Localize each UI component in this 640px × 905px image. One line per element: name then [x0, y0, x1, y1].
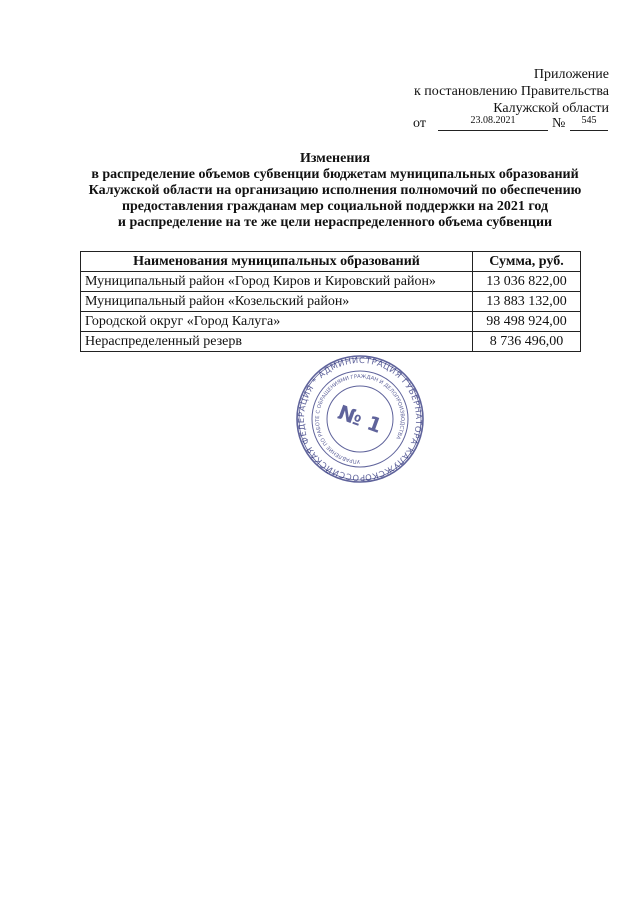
- municipality-name: Муниципальный район «Город Киров и Кировский район»: [81, 272, 473, 292]
- svg-text:№ 1: № 1: [334, 400, 386, 438]
- title-line-1: в распределение объемов субвенции бюджетам муниципальных образований: [91, 167, 579, 182]
- resolution-date: 23.08.2021: [438, 114, 548, 131]
- title-line-2: Калужской области на организацию исполнения полномочий по обеспечению: [88, 183, 582, 198]
- table-row: [81, 312, 581, 332]
- amount-cell: 8 736 496,00: [473, 332, 581, 352]
- seal-graphic: [295, 354, 425, 484]
- amount-cell: 98 498 924,00: [473, 312, 581, 332]
- distribution-table: [80, 251, 581, 352]
- appendix-line-region: Калужской области: [493, 101, 609, 116]
- svg-text:РОССИЙСКАЯ ФЕДЕРАЦИЯ * АДМИНИС: РОССИЙСКАЯ ФЕДЕРАЦИЯ * АДМИНИСТРАЦИЯ ГУБЕРНАТОРА КАЛУЖСКОЙ: [295, 354, 425, 484]
- official-seal: [295, 354, 425, 484]
- document-title: [60, 151, 610, 231]
- amount-cell: 13 883 132,00: [473, 292, 581, 312]
- municipality-name: Нераспределенный резерв: [81, 332, 473, 352]
- title-heading: Изменения: [299, 151, 371, 166]
- svg-text:УПРАВЛЕНИЕ ПО РАБОТЕ С ОБРАЩЕН: УПРАВЛЕНИЕ ПО РАБОТЕ С ОБРАЩЕНИЯМИ ГРАЖДАН И ДЕЛОПРОИЗВОДСТВА: [314, 373, 406, 465]
- from-label: от: [413, 116, 426, 131]
- number-sign: №: [552, 116, 566, 131]
- column-header-amount: Сумма, руб.: [473, 252, 581, 272]
- table-row: [81, 332, 581, 352]
- appendix-title: Приложение: [533, 67, 609, 82]
- table-row: [81, 272, 581, 292]
- resolution-date-number: [410, 114, 610, 134]
- municipality-name: Муниципальный район «Козельский район»: [81, 292, 473, 312]
- amount-cell: 13 036 822,00: [473, 272, 581, 292]
- title-line-3: предоставления гражданам мер социальной поддержки на 2021 год: [121, 199, 549, 214]
- appendix-header: [414, 66, 609, 117]
- appendix-line-resolution: к постановлению Правительства: [413, 84, 609, 99]
- municipality-name: Городской округ «Город Калуга»: [81, 312, 473, 332]
- title-line-4: и распределение на те же цели нераспределенного объема субвенции: [117, 215, 553, 230]
- table-row: [81, 292, 581, 312]
- column-header-name: Наименования муниципальных образований: [81, 252, 473, 272]
- resolution-number: 545: [570, 114, 608, 131]
- table-header-row: [81, 252, 581, 272]
